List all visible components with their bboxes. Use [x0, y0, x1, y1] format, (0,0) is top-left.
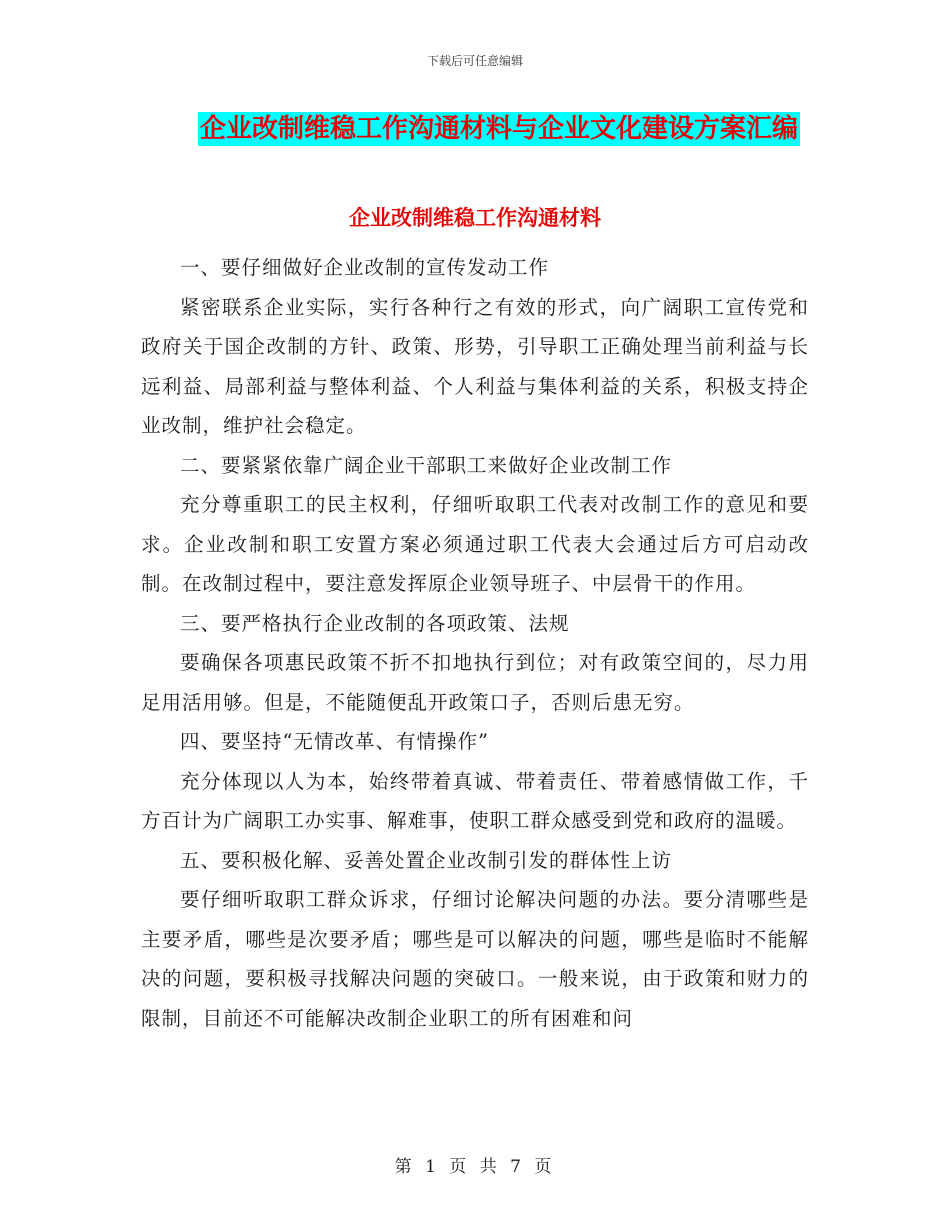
section-heading-1: 一、要仔细做好企业改制的宣传发动工作	[180, 256, 550, 279]
header-note: 下载后可任意编辑	[426, 54, 523, 68]
document-body	[141, 248, 809, 1038]
section-heading-2: 二、要紧紧依靠广阔企业干部职工来做好企业改制工作	[180, 453, 673, 477]
body-paragraph-2: 充分尊重职工的民主权利，仔细听取职工代表对改制工作的意见和要求。企业改制和职工安置方案必须通过职工代表大会通过后方可启动改制。在改制过程中，要注意发挥原企业领导班子、中层骨干的作用。	[141, 493, 809, 595]
body-paragraph-5: 要仔细听取职工群众诉求，仔细讨论解决问题的办法。要分清哪些是主要矛盾，哪些是次要矛盾；哪些是可以解决的问题，哪些是临时不能解决的问题，要积极寻找解决问题的突破口。一般来说，由于政策和财力的限制，目前还不可能解决改制企业职工的所有困难和问	[141, 888, 809, 1030]
page-number-footer: 第 1 页 共 7 页	[394, 1157, 556, 1177]
main-title-container	[0, 112, 950, 146]
section-heading-5: 五、要积极化解、妥善处置企业改制引发的群体性上访	[180, 848, 673, 872]
section-heading-3: 三、要严格执行企业改制的各项政策、法规	[180, 611, 570, 635]
body-paragraph-3: 要确保各项惠民政策不折不扣地执行到位；对有政策空间的，尽力用足用活用够。但是，不能随便乱开政策口子，否则后患无穷。	[141, 651, 809, 714]
body-paragraph-4: 充分体现以人为本，始终带着真诚、带着责任、带着感情做工作，千方百计为广阔职工办实事、解难事，使职工群众感受到党和政府的温暖。	[141, 769, 809, 832]
section-title: 企业改制维稳工作沟通材料	[349, 206, 601, 230]
main-title: 企业改制维稳工作沟通材料与企业文化建设方案汇编	[199, 114, 798, 144]
section-heading-4: 四、要坚持“无情改革、有情操作”	[180, 730, 489, 753]
body-paragraph-1: 紧密联系企业实际，实行各种行之有效的形式，向广阔职工宣传党和政府关于国企改制的方针、政策、形势，引导职工正确处理当前利益与长远利益、局部利益与整体利益、个人利益与集体利益的关系，积极支持企业改制，维护社会稳定。	[141, 295, 809, 437]
